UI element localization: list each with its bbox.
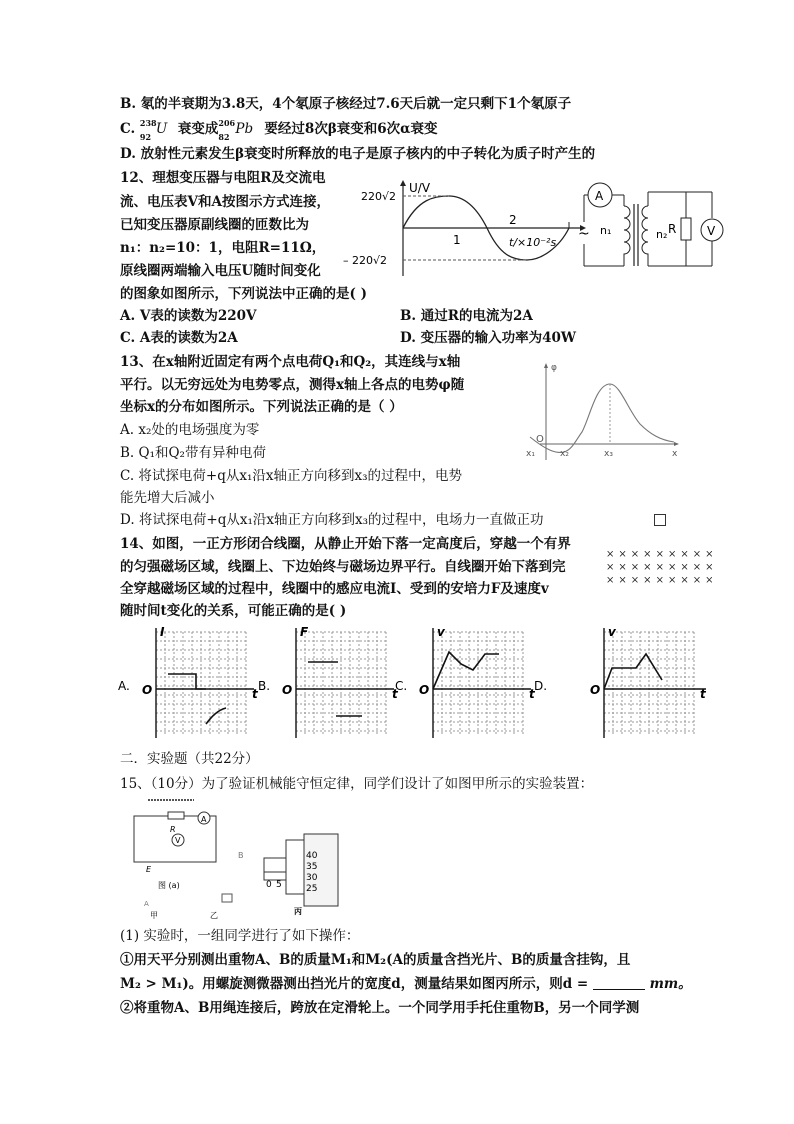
q14-graph-b: [258, 624, 408, 742]
graph-grid: [604, 632, 694, 736]
graph-grid: [156, 632, 246, 736]
phi-label: φ: [551, 363, 557, 373]
q12-line-6: 的图象如图所示，下列说法中正确的是( ): [120, 286, 367, 302]
ammeter-a-label: A: [201, 815, 207, 824]
t-axis-label: t: [529, 687, 535, 701]
origin-label: O: [419, 683, 430, 697]
micrometer-five: 5: [276, 880, 282, 890]
graph-grid: [433, 632, 523, 736]
q11-option-d: D. 放射性元素发生β衰变时所释放的电子是原子核内的中子转化为质子时产生的: [120, 146, 596, 162]
resistor-r-label: R: [170, 825, 176, 834]
graph-grid: [296, 632, 386, 736]
x-axis-label: x: [672, 449, 678, 459]
emf-e-label: E: [146, 865, 152, 874]
q12-line-4: n₁：n₂=10：1，电阻R=11Ω，: [120, 240, 326, 256]
answer-checkbox[interactable]: [654, 514, 666, 526]
voltmeter-label: V: [707, 224, 716, 238]
q15-step1-line2: M₂ > M₁)。用螺旋测微器测出挡光片的宽度d，测量结果如图丙所示，则d = mm。: [120, 976, 692, 992]
q13-line-1: 13、在x轴附近固定有两个点电荷Q₁和Q₂，其连线与x轴: [120, 354, 461, 370]
q12-option-c: C. A表的读数为2A: [120, 330, 238, 346]
q13-line-3: 坐标x的分布如图所示。下列说法正确的是（ ）: [120, 399, 403, 415]
q14-graph-d: [534, 624, 714, 742]
q15-step1-line1: ①用天平分别测出重物A、B的质量M₁和M₂(A的质量含挡光片、B的质量含挂钩，且: [120, 952, 631, 968]
micrometer: [264, 834, 338, 916]
q12-graph-xlabel: t/×10⁻²s: [509, 236, 557, 249]
q13-line-2: 平行。以无穷远处为电势零点，测得x轴上各点的电势φ随: [120, 377, 465, 393]
y-axis-label: v: [437, 625, 445, 639]
n1-label: n₁: [600, 224, 612, 237]
q15-apparatus-figure: [114, 796, 354, 922]
q13-option-c-cont: 能先增大后减小: [120, 490, 215, 506]
origin-label: O: [590, 683, 601, 697]
q13-option-c: C. 将试探电荷+q从x₁沿x轴正方向移到x₃的过程中，电势: [120, 468, 463, 484]
q11-option-c: C. 238 92 U 衰变成 206 82 Pb 要经过8次β衰变和6次α衰变: [120, 118, 438, 142]
q11-option-b: B. 氡的半衰期为3.8天，4个氡原子核经过7.6天后就一定只剩下1个氡原子: [120, 96, 572, 112]
q12-line-1: 12、理想变压器与电阻R及交流电: [120, 170, 326, 186]
origin-label: O: [536, 434, 544, 445]
q12-option-d: D. 变压器的输入功率为40W: [400, 330, 577, 346]
fig-a-caption: 图 (a): [158, 881, 180, 890]
q14-line-1: 14、如图，一正方形闭合线圈，从静止开始下落一定高度后，穿越一个有界: [120, 536, 571, 552]
x2-label: x₂: [560, 449, 569, 459]
origin-label: O: [142, 683, 153, 697]
q12-voltage-graph: [343, 178, 585, 278]
option-label: A.: [118, 679, 130, 693]
micrometer-tick-30: 30: [306, 873, 318, 883]
q15-part1: (1) 实验时，一组同学进行了如下操作：: [120, 928, 360, 944]
q13-option-a: A. x₂处的电场强度为零: [120, 422, 260, 438]
y-axis-label: F: [300, 625, 309, 639]
ac-source-label: ~: [578, 226, 590, 242]
t-axis-label: t: [392, 687, 398, 701]
q13-option-b: B. Q₁和Q₂带有异种电荷: [120, 445, 266, 461]
q12-line-3: 已知变压器原副线圈的匝数比为: [120, 217, 309, 233]
q12-graph-ypos: 220√2: [361, 190, 397, 203]
q14-line-2: 的匀强磁场区域，线圈上、下边始终与磁场边界平行。自线圈开始下落到完: [120, 559, 566, 575]
y-axis-label: I: [160, 625, 165, 639]
option-label: C.: [395, 679, 408, 693]
q12-option-a: A. V表的读数为220V: [120, 308, 257, 324]
q12-option-b: B. 通过R的电流为2A: [400, 308, 533, 324]
n2-label: n₂: [656, 228, 668, 241]
label-b: B: [238, 851, 244, 860]
q12-graph-ylabel: U/V: [409, 181, 431, 195]
q12-line-2: 流、电压表V和A按图示方式连接，: [120, 194, 330, 210]
q12-line-5: 原线圈两端输入电压U随时间变化: [120, 263, 321, 279]
q13-option-d: D. 将试探电荷+q从x₁沿x轴正方向移到x₃的过程中，电场力一直做正功: [120, 512, 544, 528]
resistor-label: R: [668, 222, 677, 236]
magnetic-field-region: ××××××××× ××××××××× ×××××××××: [606, 549, 718, 586]
jia-caption: 甲: [150, 911, 158, 920]
q13-potential-graph: [524, 362, 684, 462]
x3-label: x₃: [604, 449, 613, 459]
y-axis-label: v: [608, 625, 616, 639]
micrometer-zero: 0: [266, 880, 272, 890]
q15-step2: ②将重物A、B用绳连接后，跨放在定滑轮上。一个同学用手托住重物B，另一个同学测: [120, 1000, 640, 1016]
origin-label: O: [282, 683, 293, 697]
yi-caption: 乙: [210, 911, 218, 920]
q12-circuit: [576, 178, 726, 278]
q12-graph-t2: 2: [509, 213, 517, 227]
micrometer-tick-25: 25: [306, 884, 318, 894]
t-axis-label: t: [700, 687, 706, 701]
q14-line-3: 全穿越磁场区域的过程中，线圈中的感应电流I、受到的安培力F及速度v: [120, 581, 549, 597]
micrometer-tick-40: 40: [306, 851, 318, 861]
q14-graph-c: [395, 624, 548, 742]
q12-graph-yneg: – 220√2: [343, 254, 387, 267]
x1-label: x₁: [526, 449, 535, 459]
micrometer-tick-35: 35: [306, 862, 318, 872]
q14-line-4: 随时间t变化的关系，可能正确的是( ): [120, 603, 347, 619]
q14-graph-a: [118, 624, 271, 742]
ammeter-label: A: [595, 189, 604, 203]
label-a: A: [144, 900, 149, 908]
option-label: B.: [258, 679, 271, 693]
option-label: D.: [534, 679, 548, 693]
t-axis-label: t: [252, 687, 258, 701]
q12-graph-t1: 1: [453, 233, 461, 247]
bing-caption: 丙: [294, 907, 302, 916]
voltmeter-v-label: V: [175, 836, 181, 845]
answer-blank-d[interactable]: [593, 975, 645, 990]
section-2-heading: 二．实验题（共22分）: [120, 751, 259, 767]
q15-intro: 15、（10分）为了验证机械能守恒定律，同学们设计了如图甲所示的实验装置：: [120, 776, 594, 792]
